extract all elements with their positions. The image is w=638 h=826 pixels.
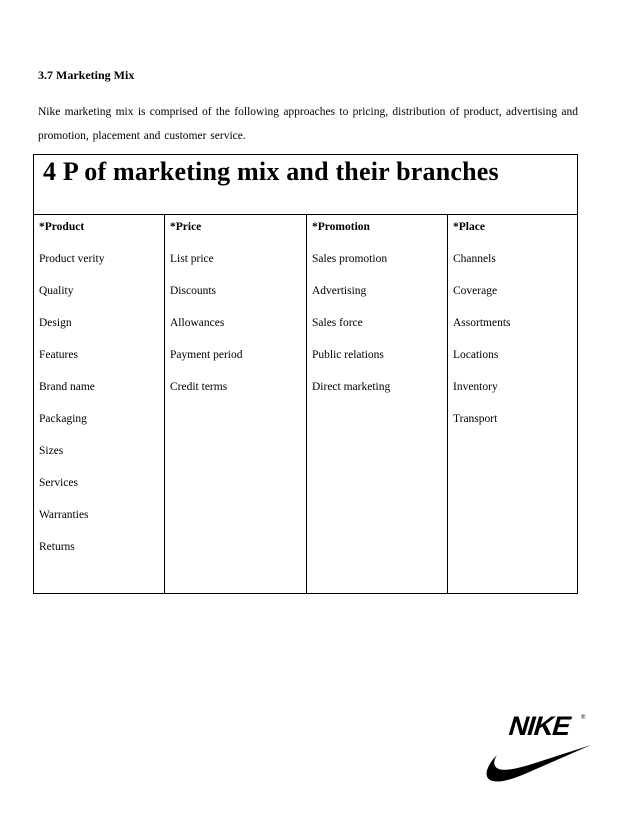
list-item: Allowances [170,317,225,329]
list-item: Inventory [453,381,498,393]
column-header: *Product [39,221,85,233]
list-item: Brand name [39,381,95,393]
table-title: 4 P of marketing mix and their branches [34,155,577,215]
list-item: Design [39,317,72,329]
list-item: List price [170,253,214,265]
logo-wordmark: NIKE [505,710,575,741]
list-item: Sizes [39,445,64,457]
list-item: Sales promotion [312,253,388,265]
marketing-mix-table [33,154,578,594]
list-item: Services [39,477,78,489]
list-item: Sales force [312,317,363,329]
section-heading: 3.7 Marketing Mix [38,68,135,82]
nike-swoosh-logo-icon [483,707,593,787]
price-column [164,215,306,593]
promotion-column [306,215,447,593]
intro-paragraph: Nike marketing mix is comprised of the following approaches to pricing, distribution of product, advertising and promotion, placement and customer service. [38,106,578,142]
trademark-symbol: ® [581,715,586,721]
column-header: *Price [170,221,202,233]
list-item: Product verity [39,253,105,265]
list-item: Discounts [170,285,216,297]
list-item: Transport [453,413,498,425]
place-column [447,215,577,593]
list-item: Payment period [170,349,243,361]
list-item: Public relations [312,349,384,361]
list-item: Warranties [39,509,89,521]
list-item: Assortments [453,317,511,329]
list-item: Features [39,349,78,361]
product-column [34,215,164,593]
list-item: Direct marketing [312,381,391,393]
table-columns [34,215,577,593]
list-item: Returns [39,541,75,553]
list-item: Packaging [39,413,87,425]
list-item: Advertising [312,285,367,297]
column-header: *Place [453,221,485,233]
list-item: Quality [39,285,74,297]
list-item: Coverage [453,285,498,297]
list-item: Credit terms [170,381,228,393]
swoosh-shape [487,745,591,782]
list-item: Locations [453,349,499,361]
list-item: Channels [453,253,496,265]
column-header: *Promotion [312,221,370,233]
